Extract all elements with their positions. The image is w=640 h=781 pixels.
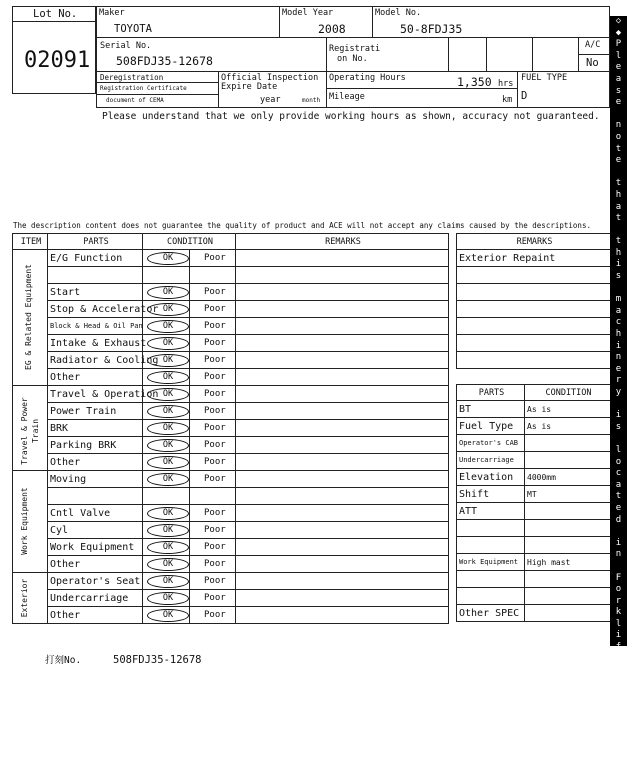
model-no-value: 50-8FDJ35 (400, 22, 463, 36)
inspection-row (13, 505, 449, 522)
spec-part: Operator's CAB (457, 435, 525, 452)
spec-part: Other SPEC (457, 605, 525, 622)
spec-condition-header: CONDITION (525, 385, 611, 401)
part-name: Parking BRK (48, 437, 143, 454)
inspection-row (13, 539, 449, 556)
remarks-cell (236, 284, 449, 301)
spec-row (457, 435, 611, 452)
spec-condition (525, 588, 611, 605)
spec-row (457, 452, 611, 469)
deregistration-label: Deregistration (100, 73, 164, 82)
inspection-row (13, 522, 449, 539)
ok-cell[interactable] (143, 590, 190, 607)
month-label: month (302, 97, 321, 104)
inspection-row (13, 471, 449, 488)
right-remarks-blank (457, 301, 611, 318)
part-name: Cntl Valve (48, 505, 143, 522)
spec-condition (525, 435, 611, 452)
ok-circle[interactable]: OK (147, 337, 189, 350)
right-remarks-blank (457, 335, 611, 352)
part-name: Other (48, 454, 143, 471)
ok-cell[interactable] (143, 437, 190, 454)
ok-circle[interactable]: OK (147, 371, 189, 384)
spec-condition (525, 605, 611, 622)
remarks-cell (236, 386, 449, 403)
maker-label: Maker (99, 8, 125, 18)
lot-value: 02091 (24, 48, 91, 73)
serial-label: Serial No. (100, 41, 152, 51)
poor-option[interactable]: Poor (190, 335, 236, 352)
part-name: Other (48, 556, 143, 573)
inspection-table (12, 233, 449, 624)
part-name: Other (48, 607, 143, 624)
ok-cell[interactable] (143, 454, 190, 471)
ok-circle[interactable]: OK (147, 609, 189, 622)
ok-cell[interactable] (143, 335, 190, 352)
spec-part: Fuel Type (457, 418, 525, 435)
right-remarks-table (456, 233, 611, 369)
model-year-value: 2008 (318, 22, 346, 36)
poor-option[interactable]: Poor (190, 454, 236, 471)
part-name: Travel & Operation (48, 386, 143, 403)
ok-cell[interactable] (143, 403, 190, 420)
poor-option[interactable]: Poor (190, 318, 236, 335)
spec-row (457, 486, 611, 503)
poor-option[interactable]: Poor (190, 505, 236, 522)
ok-cell[interactable] (143, 386, 190, 403)
spec-part (457, 537, 525, 554)
spec-condition (525, 503, 611, 520)
registration-label-2: on No. (337, 54, 368, 64)
ok-circle[interactable]: OK (147, 558, 189, 571)
remarks-cell (236, 267, 449, 284)
poor-option[interactable]: Poor (190, 590, 236, 607)
poor-option[interactable]: Poor (190, 369, 236, 386)
poor-option[interactable]: Poor (190, 403, 236, 420)
mileage-label: Mileage (329, 92, 365, 102)
model-year-label: Model Year (282, 8, 334, 18)
inspection-row (13, 352, 449, 369)
spec-row (457, 605, 611, 622)
remarks-cell (236, 437, 449, 454)
ok-circle[interactable]: OK (147, 473, 189, 486)
spec-part: Elevation (457, 469, 525, 486)
year-label: year (260, 95, 281, 105)
inspection-row (13, 369, 449, 386)
spec-condition: 4000mm (525, 469, 611, 486)
spec-row (457, 503, 611, 520)
remarks-cell (236, 539, 449, 556)
spec-condition (525, 452, 611, 469)
right-remarks-header: REMARKS (457, 234, 611, 250)
spec-part: Shift (457, 486, 525, 503)
part-name: Power Train (48, 403, 143, 420)
poor-option[interactable]: Poor (190, 607, 236, 624)
ok-circle[interactable]: OK (147, 524, 189, 537)
remarks-cell (236, 335, 449, 352)
serial-value: 508FDJ35-12678 (116, 54, 213, 68)
maker-value: TOYOTA (114, 23, 152, 35)
spec-part (457, 588, 525, 605)
hours-notice: Please understand that we only provide working hours as shown, accuracy not guaranteed. (102, 111, 600, 122)
ok-circle[interactable]: OK (147, 422, 189, 435)
model-no-label: Model No. (375, 8, 422, 18)
inspection-header-row (13, 234, 449, 250)
ok-cell[interactable] (143, 352, 190, 369)
poor-option[interactable]: Poor (190, 437, 236, 454)
remarks-cell (236, 505, 449, 522)
parts-header: PARTS (48, 234, 143, 250)
inspection-row (13, 386, 449, 403)
poor-option (190, 267, 236, 284)
ok-cell[interactable] (143, 539, 190, 556)
spec-part (457, 520, 525, 537)
operating-hours-label: Operating Hours (329, 73, 406, 83)
inspection-row (13, 301, 449, 318)
hrs-label: hrs (498, 79, 514, 89)
right-remarks-blank (457, 318, 611, 335)
inspection-row (13, 454, 449, 471)
spec-part: Undercarriage (457, 452, 525, 469)
part-name (48, 488, 143, 505)
spec-part: Work Equipment (457, 554, 525, 571)
spec-row (457, 401, 611, 418)
spec-condition: As is (525, 401, 611, 418)
spec-condition (525, 571, 611, 588)
poor-option[interactable]: Poor (190, 573, 236, 590)
remarks-cell (236, 454, 449, 471)
footer-label: 打刻No. (45, 655, 82, 666)
spec-parts-header: PARTS (457, 385, 525, 401)
spec-row (457, 588, 611, 605)
fuel-type-value: D (521, 90, 528, 102)
ok-cell (143, 267, 190, 284)
inspection-row (13, 250, 449, 267)
remarks-cell (236, 471, 449, 488)
part-name: Work Equipment (48, 539, 143, 556)
ok-cell[interactable] (143, 284, 190, 301)
ok-cell[interactable] (143, 318, 190, 335)
poor-option[interactable]: Poor (190, 539, 236, 556)
part-name: Operator's Seat (48, 573, 143, 590)
spec-condition (525, 537, 611, 554)
ok-cell (143, 488, 190, 505)
spec-row (457, 520, 611, 537)
group-label-travel-text: Travel & Power Train (20, 397, 40, 465)
ok-circle[interactable]: OK (147, 303, 189, 316)
spec-row (457, 571, 611, 588)
ok-circle[interactable]: OK (147, 592, 189, 605)
part-name: Block & Head & Oil Pan (48, 318, 143, 335)
ok-cell[interactable] (143, 420, 190, 437)
inspection-row (13, 556, 449, 573)
ok-cell[interactable] (143, 607, 190, 624)
ok-circle[interactable]: OK (147, 388, 189, 401)
right-remarks-first: Exterior Repaint (457, 250, 611, 267)
fuel-type-label: FUEL TYPE (521, 73, 568, 83)
poor-option[interactable]: Poor (190, 352, 236, 369)
spec-row (457, 418, 611, 435)
spec-table (456, 384, 611, 622)
spec-condition (525, 520, 611, 537)
footer-value: 508FDJ35-12678 (113, 654, 202, 666)
poor-option[interactable]: Poor (190, 522, 236, 539)
ok-circle[interactable]: OK (147, 252, 189, 265)
inspection-label-1: Official Inspection (221, 73, 319, 83)
lot-label: Lot No. (33, 8, 78, 20)
ok-circle[interactable]: OK (147, 320, 189, 333)
inspection-row (13, 403, 449, 420)
ac-value: No (586, 57, 599, 69)
remarks-cell (236, 369, 449, 386)
poor-option[interactable]: Poor (190, 471, 236, 488)
description-notice: The description content does not guarantee the quality of product and ACE will not accept any claims caused by the descriptions. (13, 221, 591, 230)
poor-option[interactable]: Poor (190, 556, 236, 573)
remarks-cell (236, 403, 449, 420)
ok-cell[interactable] (143, 573, 190, 590)
ok-cell[interactable] (143, 505, 190, 522)
part-name: BRK (48, 420, 143, 437)
spec-row (457, 554, 611, 571)
ok-cell[interactable] (143, 250, 190, 267)
inspection-row (13, 267, 449, 284)
poor-option[interactable]: Poor (190, 250, 236, 267)
side-note-banner: ◇ ◆ P l e a s e n o t e t h a t t h i s m a c h i n e r y i s l o c a t e d i n F o r k l i f t P a r k i n g ◆ ◇ (610, 16, 627, 646)
spec-row (457, 469, 611, 486)
group-label-exterior: Exterior (20, 578, 29, 618)
inspection-row (13, 590, 449, 607)
part-name: E/G Function (48, 250, 143, 267)
inspection-row (13, 437, 449, 454)
inspection-row (13, 488, 449, 505)
ac-label: A/C (585, 40, 601, 50)
group-label-eg: EG & Related Equipment (24, 264, 33, 370)
part-name: Stop & Accelerator (48, 301, 143, 318)
remarks-cell (236, 301, 449, 318)
inspection-row (13, 318, 449, 335)
remarks-cell (236, 488, 449, 505)
spec-part (457, 571, 525, 588)
part-name: Intake & Exhaust (48, 335, 143, 352)
ok-circle[interactable]: OK (147, 405, 189, 418)
part-name: Radiator & Cooling (48, 352, 143, 369)
ok-circle[interactable]: OK (147, 354, 189, 367)
operating-hours-value: 1,350 (457, 75, 492, 89)
remarks-cell (236, 318, 449, 335)
spec-condition: As is (525, 418, 611, 435)
ok-circle[interactable]: OK (147, 541, 189, 554)
remarks-cell (236, 607, 449, 624)
inspection-row (13, 420, 449, 437)
inspection-row (13, 284, 449, 301)
remarks-cell (236, 556, 449, 573)
ok-cell[interactable] (143, 471, 190, 488)
item-header: ITEM (13, 234, 48, 250)
part-name: Cyl (48, 522, 143, 539)
ok-circle[interactable]: OK (147, 439, 189, 452)
part-name: Moving (48, 471, 143, 488)
inspection-row (13, 607, 449, 624)
ok-circle[interactable]: OK (147, 456, 189, 469)
part-name: Undercarriage (48, 590, 143, 607)
poor-option[interactable]: Poor (190, 386, 236, 403)
ok-circle[interactable]: OK (147, 507, 189, 520)
registration-label-1: Registrati (329, 44, 381, 54)
spec-condition: High mast (525, 554, 611, 571)
ok-cell[interactable] (143, 301, 190, 318)
spec-condition: MT (525, 486, 611, 503)
poor-option[interactable]: Poor (190, 284, 236, 301)
spec-part: BT (457, 401, 525, 418)
ok-cell[interactable] (143, 556, 190, 573)
right-remarks-blank (457, 267, 611, 284)
ok-circle[interactable]: OK (147, 575, 189, 588)
spec-row (457, 537, 611, 554)
part-name: Start (48, 284, 143, 301)
condition-header: CONDITION (143, 234, 236, 250)
right-remarks-blank (457, 284, 611, 301)
poor-option (190, 488, 236, 505)
remarks-header: REMARKS (236, 234, 449, 250)
ok-cell[interactable] (143, 369, 190, 386)
inspection-label-2: Expire Date (221, 82, 278, 92)
km-label: km (502, 95, 513, 105)
ok-cell[interactable] (143, 522, 190, 539)
inspection-row (13, 335, 449, 352)
registration-certificate-label: Registration Certificate (100, 85, 187, 92)
remarks-cell (236, 590, 449, 607)
remarks-cell (236, 352, 449, 369)
part-name (48, 267, 143, 284)
remarks-cell (236, 522, 449, 539)
ok-circle[interactable]: OK (147, 286, 189, 299)
poor-option[interactable]: Poor (190, 301, 236, 318)
spec-part: ATT (457, 503, 525, 520)
part-name: Other (48, 369, 143, 386)
poor-option[interactable]: Poor (190, 420, 236, 437)
right-remarks-blank (457, 352, 611, 369)
remarks-cell (236, 573, 449, 590)
group-label-work: Work Equipment (20, 487, 29, 555)
cema-label: document of CEMA (106, 97, 164, 104)
remarks-cell (236, 250, 449, 267)
inspection-row (13, 573, 449, 590)
remarks-cell (236, 420, 449, 437)
group-label-travel (19, 396, 43, 466)
